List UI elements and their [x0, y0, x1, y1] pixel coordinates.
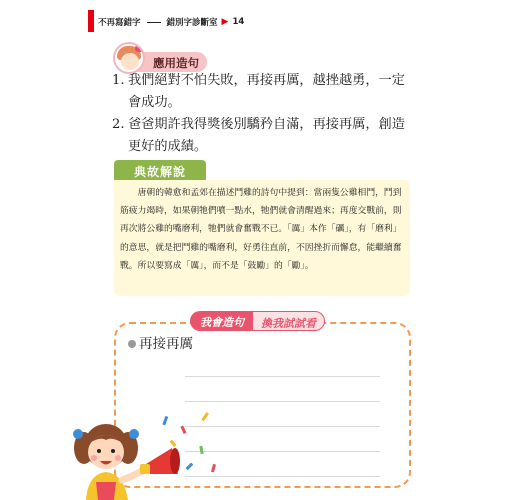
practice-word: 再接再厲 [139, 336, 193, 352]
play-arrow-icon: ▶ [221, 17, 229, 27]
page-header [98, 14, 244, 30]
practice-tag-left: 我會造句 [190, 311, 252, 331]
example-sentence: 爸爸期許我得獎後別驕矜自滿，再接再厲，創造更好的成績。 [128, 117, 405, 154]
header-accent-bar [88, 10, 94, 32]
story-paragraph: 唐朝的韓愈和孟郊在描述鬥雞的詩句中提到：當兩隻公雞相鬥，鬥到筋疲力竭時，如果朝牠們噴一點水，牠們就會清醒過來；再度交戰前，則再次將公雞的嘴磨利，牠們就會奮戰不已。「厲」本作「礪」，有「磨利」的意思，就是把鬥雞的嘴磨利，好勇往直前，不因挫折而懈怠，能繼續奮戰。所以要寫成「厲」，而不是「鼓勵」的「勵」。 [120, 188, 402, 271]
example-number: 2. [112, 117, 125, 132]
page-number: 14 [232, 17, 245, 27]
practice-tag [190, 311, 325, 331]
girl-with-megaphone-icon [72, 404, 222, 500]
writing-line[interactable] [185, 376, 380, 377]
example-number: 1. [112, 73, 125, 88]
section-title: 錯別字診斷室 [166, 18, 218, 28]
story-section-label: 典故解說 [133, 165, 186, 179]
bullet-dot-icon [128, 340, 136, 348]
story-section-tag [114, 160, 206, 180]
usage-section-label: 應用造句 [153, 56, 199, 70]
usage-example-1 [112, 70, 412, 114]
usage-example-2 [112, 114, 412, 158]
example-sentence: 我們絕對不怕失敗，再接再厲，越挫越勇，一定會成功。 [128, 73, 405, 110]
practice-tag-right: 換我試試看 [252, 311, 325, 331]
book-title: 不再寫錯字 [98, 18, 141, 28]
header-divider [147, 22, 161, 23]
writing-line[interactable] [185, 401, 380, 402]
